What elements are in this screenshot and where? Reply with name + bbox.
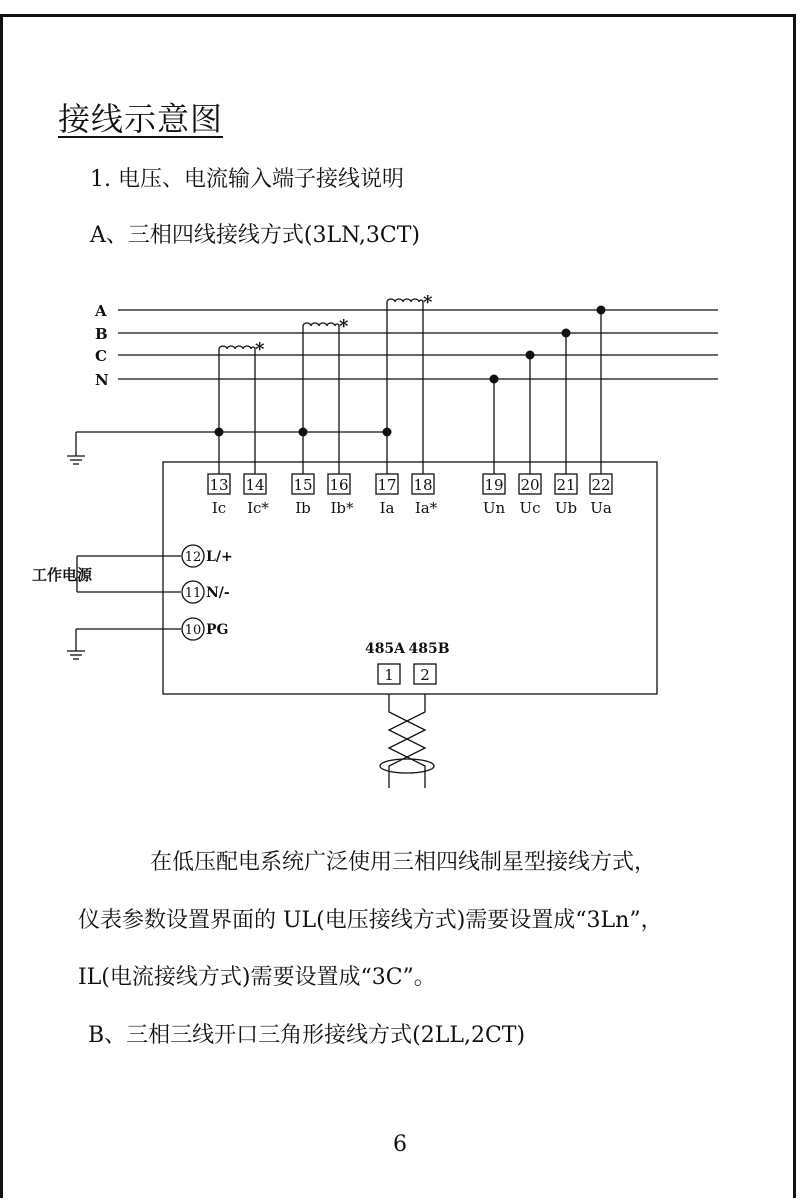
power-supply-label: 工作电源 bbox=[32, 566, 93, 584]
terminal-number: 18 bbox=[413, 476, 433, 494]
subsection-b-heading: B、三相三线开口三角形接线方式(2LL,2CT) bbox=[88, 1023, 526, 1048]
page-number: 6 bbox=[393, 1132, 407, 1157]
terminal-label: Ic* bbox=[247, 499, 269, 517]
terminal-label: Ib bbox=[295, 499, 311, 517]
ct-coil-b bbox=[303, 323, 339, 474]
comm-label-485a: 485A bbox=[364, 641, 406, 657]
phase-label-b: B bbox=[95, 325, 108, 343]
ground-symbol-bottom bbox=[67, 629, 85, 659]
terminal-number: 20 bbox=[520, 476, 540, 494]
terminal-label: Ib* bbox=[330, 499, 354, 517]
phase-label-n: N bbox=[95, 371, 109, 389]
power-terminal-label-n: N/- bbox=[206, 585, 230, 601]
ct-star-b: * bbox=[339, 316, 349, 337]
terminal-number: 14 bbox=[245, 476, 265, 494]
page-title: 接线示意图 bbox=[58, 100, 224, 138]
terminal-number: 19 bbox=[484, 476, 504, 494]
phase-label-a: A bbox=[95, 302, 107, 320]
ground-symbol-top bbox=[67, 432, 85, 464]
terminal-label: Uc bbox=[519, 499, 541, 517]
subsection-a-heading: A、三相四线接线方式(3LN,3CT) bbox=[90, 223, 421, 248]
power-terminal-label-l: L/+ bbox=[206, 549, 233, 565]
twisted-pair-cable bbox=[380, 694, 434, 788]
comm-terminal-number-2: 2 bbox=[420, 666, 430, 684]
terminal-number: 16 bbox=[329, 476, 349, 494]
junction-dots bbox=[215, 306, 606, 437]
power-terminal-number-11: 11 bbox=[184, 586, 202, 601]
phase-label-c: C bbox=[95, 347, 107, 365]
ct-coil-c bbox=[219, 346, 255, 474]
terminal-label: Ub bbox=[554, 499, 578, 517]
terminal-number: 22 bbox=[591, 476, 611, 494]
ct-star-c: * bbox=[255, 339, 265, 360]
terminal-number: 17 bbox=[377, 476, 397, 494]
terminal-number: 15 bbox=[293, 476, 313, 494]
terminal-label: Ia bbox=[379, 499, 395, 517]
paragraph-line-1: 在低压配电系统广泛使用三相四线制星型接线方式， bbox=[150, 850, 657, 875]
comm-label-485b: 485B bbox=[408, 641, 450, 657]
ct-coil-a bbox=[387, 299, 423, 474]
section-heading: 1. 电压、电流输入端子接线说明 bbox=[90, 167, 404, 192]
meter-box bbox=[163, 462, 657, 694]
terminal-label: Ua bbox=[590, 499, 612, 517]
terminal-label: Un bbox=[482, 499, 506, 517]
terminal-label: Ia* bbox=[414, 499, 438, 517]
power-terminal-number-10: 10 bbox=[184, 623, 202, 638]
paragraph-line-3: IL(电流接线方式)需要设置成“3C”。 bbox=[78, 965, 436, 990]
power-terminal-label-pg: PG bbox=[206, 622, 229, 638]
power-terminal-number-12: 12 bbox=[184, 550, 202, 565]
ct-star-a: * bbox=[423, 292, 433, 313]
comm-terminal-number-1: 1 bbox=[384, 666, 394, 684]
terminal-label: Ic bbox=[211, 499, 227, 517]
paragraph-line-2: 仪表参数设置界面的 UL(电压接线方式)需要设置成“3Ln”， bbox=[78, 908, 663, 933]
terminal-number: 21 bbox=[556, 476, 576, 494]
terminal-number: 13 bbox=[209, 476, 229, 494]
